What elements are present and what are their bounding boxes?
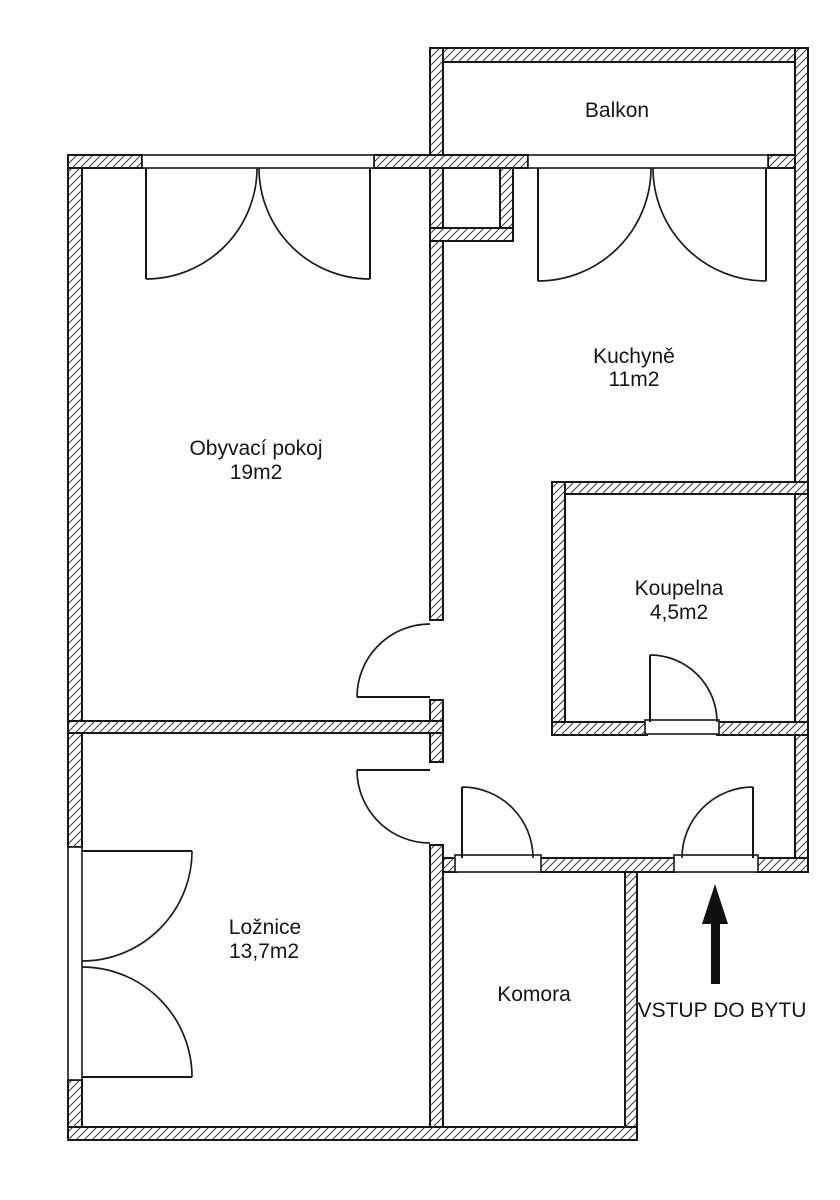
living-room-window — [142, 155, 374, 279]
bathroom-wall-left — [552, 482, 565, 735]
bedroom-door — [357, 770, 430, 843]
room-label-koupelna: Koupelna — [634, 577, 724, 600]
divider-wall-living-bedroom — [68, 721, 443, 733]
bedroom-window — [68, 847, 192, 1080]
room-label-loznice: Ložnice — [228, 916, 302, 939]
window-band — [528, 155, 768, 168]
hall-wall-bottom-mid — [540, 858, 676, 872]
bathroom-wall-top — [552, 482, 808, 494]
room-area-koupelna: 4,5m2 — [649, 601, 709, 624]
bathroom-wall-bottom-right — [717, 722, 808, 735]
balcony-wall-left — [430, 48, 443, 168]
hall-wall-bottom-right — [756, 858, 808, 872]
pantry-wall-right — [625, 872, 637, 1140]
window-swing-arc — [259, 168, 370, 279]
outer-wall-left-upper — [68, 155, 82, 847]
room-label-komora: Komora — [497, 983, 571, 1006]
living-room-door — [357, 624, 430, 697]
top-wall-right-segment — [768, 155, 795, 168]
entrance-label: VSTUP DO BYTU — [637, 999, 807, 1022]
pantry-door — [455, 787, 541, 872]
room-area-kuchyne: 11m2 — [608, 368, 660, 391]
interior-wall-lower — [430, 845, 443, 1140]
entrance-arrow-icon — [702, 884, 728, 984]
room-area-obyvaci-pokoj: 19m2 — [229, 461, 283, 484]
balcony-wall-top — [430, 48, 808, 62]
room-area-loznice: 13,7m2 — [228, 940, 300, 963]
door-threshold — [645, 720, 719, 734]
door-threshold — [674, 855, 758, 872]
outer-wall-right — [795, 48, 808, 872]
window-swing-arc — [653, 168, 766, 281]
door-swing-arc — [682, 787, 753, 858]
door-threshold — [455, 855, 541, 872]
door-swing-arc — [462, 787, 533, 858]
outer-wall-bottom — [68, 1127, 637, 1140]
door-swing-arc — [357, 624, 430, 697]
room-label-kuchyne: Kuchyně — [593, 345, 675, 368]
bathroom-wall-bottom-left — [552, 722, 647, 735]
arrow-head — [702, 884, 728, 924]
shaft-wall-bottom — [430, 228, 513, 241]
arrow-shaft — [711, 924, 720, 984]
window-swing-arc — [82, 967, 192, 1077]
window-band — [68, 847, 82, 1080]
door-swing-arc — [357, 770, 430, 843]
bathroom-door — [645, 655, 719, 734]
window-band — [142, 155, 374, 168]
window-swing-arc — [538, 168, 651, 281]
kitchen-window — [528, 155, 768, 281]
window-swing-arc — [82, 851, 192, 961]
top-wall-left-segment — [68, 155, 142, 168]
top-wall-mid-segment — [374, 155, 528, 168]
entrance-door — [674, 787, 758, 872]
door-swing-arc — [650, 655, 717, 722]
window-swing-arc — [146, 168, 257, 279]
room-label-obyvaci-pokoj: Obyvací pokoj — [189, 437, 323, 460]
room-label-balkon: Balkon — [584, 99, 650, 122]
